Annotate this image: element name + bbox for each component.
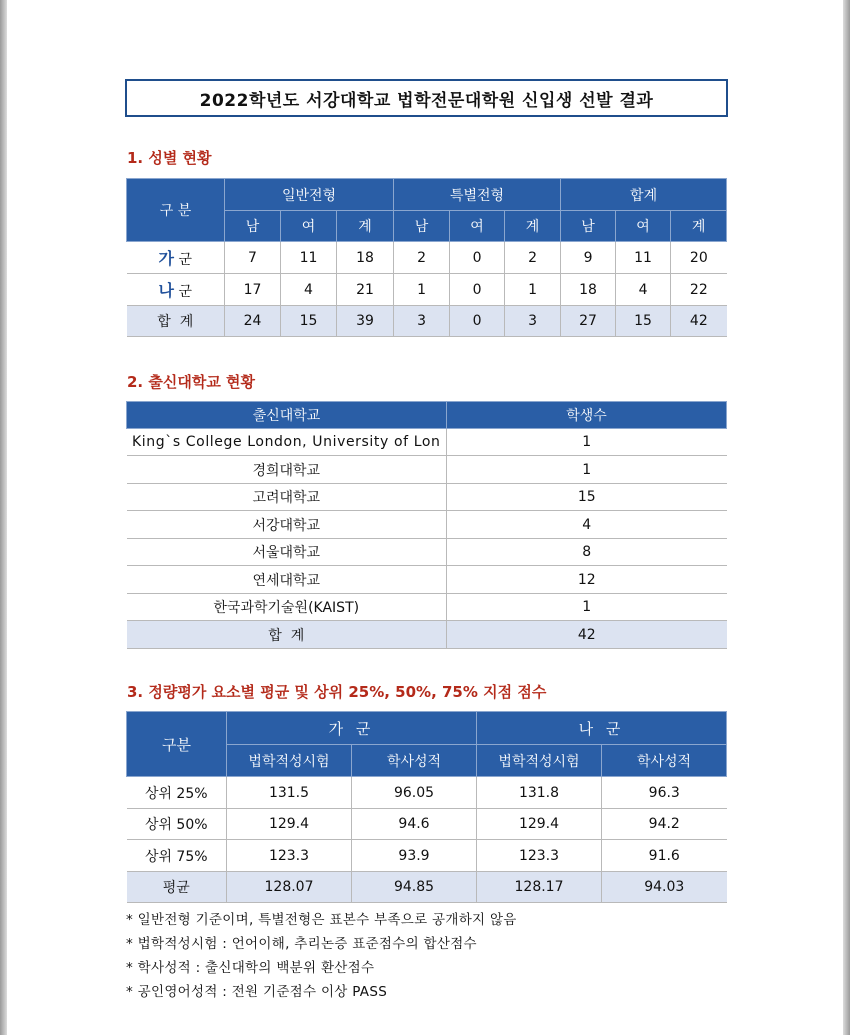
university-table (126, 401, 727, 649)
score-subcol-header: 법학적성시험 (227, 745, 352, 777)
table-cell: 4 (616, 274, 671, 306)
row-label: 상위 50% (127, 809, 227, 840)
table-cell: 1 (394, 274, 450, 306)
total-row (127, 621, 727, 649)
table-cell: 91.6 (602, 840, 727, 872)
table-cell: 24 (225, 306, 281, 337)
footnote: * 일반전형 기준이며, 특별전형은 표본수 부족으로 공개하지 않음 (126, 912, 517, 928)
table-cell: 4 (281, 274, 337, 306)
table-cell: 131.8 (477, 777, 602, 809)
footnotes (126, 908, 517, 1004)
total-row (127, 872, 727, 903)
gender-subcol-header: 여 (450, 211, 505, 242)
school-name: 고려대학교 (127, 484, 447, 511)
table-cell: 9 (561, 242, 616, 274)
total-label: 합 계 (127, 621, 447, 649)
gender-subcol-header: 계 (337, 211, 394, 242)
table-cell: 0 (450, 242, 505, 274)
gender-subcol-header: 계 (505, 211, 561, 242)
table-cell: 94.85 (352, 872, 477, 903)
section3-heading: 3. 정량평가 요소별 평균 및 상위 25%, 50%, 75% 지점 점수 (127, 683, 547, 701)
row-label: 상위 75% (127, 840, 227, 872)
row-label: 상위 25% (127, 777, 227, 809)
student-count: 4 (447, 511, 727, 539)
group-suffix: 군 (178, 284, 192, 300)
gender-subcol-header: 계 (671, 211, 727, 242)
table-cell: 7 (225, 242, 281, 274)
table-row (127, 456, 727, 484)
footnote: * 공인영어성적 : 전원 기준점수 이상 PASS (126, 984, 388, 1000)
table-cell: 18 (561, 274, 616, 306)
school-name: 서강대학교 (127, 511, 447, 539)
gender-group-header: 특별전형 (394, 179, 561, 211)
gender-group-header: 합계 (561, 179, 727, 211)
table-cell: 128.07 (227, 872, 352, 903)
section2-heading: 2. 출신대학교 현황 (127, 373, 256, 391)
table-cell: 18 (337, 242, 394, 274)
table-cell: 2 (505, 242, 561, 274)
table-cell: 22 (671, 274, 727, 306)
document-title (125, 79, 728, 117)
school-name: 서울대학교 (127, 539, 447, 566)
score-subcol-header: 학사성적 (602, 745, 727, 777)
score-subcol-header: 법학적성시험 (477, 745, 602, 777)
school-name: 연세대학교 (127, 566, 447, 594)
table-cell: 96.05 (352, 777, 477, 809)
score-subcol-header: 학사성적 (352, 745, 477, 777)
table-cell: 94.2 (602, 809, 727, 840)
school-name: 한국과학기술원(KAIST) (127, 594, 447, 621)
table-cell: 11 (281, 242, 337, 274)
table-row (127, 429, 727, 456)
school-name: 경희대학교 (127, 456, 447, 484)
table-row (127, 777, 727, 809)
footnote: * 학사성적 : 출신대학의 백분위 환산점수 (126, 960, 375, 976)
table-row (127, 566, 727, 594)
table-cell: 123.3 (477, 840, 602, 872)
total-label: 합 계 (127, 306, 225, 337)
student-count: 1 (447, 429, 727, 456)
table-cell: 11 (616, 242, 671, 274)
gender-subcol-header: 남 (561, 211, 616, 242)
score-group-header: 가 군 (227, 712, 477, 745)
total-row (127, 306, 727, 337)
table-cell: 1 (505, 274, 561, 306)
document-title-text: 2022학년도 서강대학교 법학전문대학원 신입생 선발 결과 (199, 90, 654, 111)
table-cell: 20 (671, 242, 727, 274)
score-table-corner: 구분 (127, 712, 227, 777)
table-cell: 128.17 (477, 872, 602, 903)
page-edge-left (0, 0, 7, 1035)
section1-heading: 1. 성별 현황 (127, 149, 212, 167)
table-cell: 131.5 (227, 777, 352, 809)
count-col-header: 학생수 (447, 402, 727, 429)
table-cell: 93.9 (352, 840, 477, 872)
total-label: 평균 (127, 872, 227, 903)
table-cell: 3 (505, 306, 561, 337)
table-row (127, 809, 727, 840)
table-cell: 17 (225, 274, 281, 306)
table-cell: 0 (450, 274, 505, 306)
gender-subcol-header: 여 (281, 211, 337, 242)
table-cell: 123.3 (227, 840, 352, 872)
table-cell: 39 (337, 306, 394, 337)
table-row (127, 242, 727, 274)
group-suffix: 군 (178, 252, 192, 268)
table-cell: 129.4 (477, 809, 602, 840)
table-cell: 15 (616, 306, 671, 337)
table-cell: 94.03 (602, 872, 727, 903)
page-edge-right (843, 0, 850, 1035)
gender-subcol-header: 여 (616, 211, 671, 242)
table-row (127, 594, 727, 621)
student-count: 12 (447, 566, 727, 594)
table-cell: 94.6 (352, 809, 477, 840)
table-cell: 27 (561, 306, 616, 337)
table-cell: 2 (394, 242, 450, 274)
table-row (127, 484, 727, 511)
school-name: King`s College London, University of Lon (127, 429, 447, 456)
table-row (127, 539, 727, 566)
student-count: 15 (447, 484, 727, 511)
gender-subcol-header: 남 (394, 211, 450, 242)
table-cell: 96.3 (602, 777, 727, 809)
total-count: 42 (447, 621, 727, 649)
university-col-header: 출신대학교 (127, 402, 447, 429)
row-label (127, 274, 225, 306)
group-mark: 나 (158, 281, 174, 300)
table-row (127, 274, 727, 306)
table-cell: 21 (337, 274, 394, 306)
gender-table (126, 178, 727, 337)
footnote: * 법학적성시험 : 언어이해, 추리논증 표준점수의 합산점수 (126, 936, 477, 952)
gender-group-header: 일반전형 (225, 179, 394, 211)
table-row (127, 840, 727, 872)
table-row (127, 511, 727, 539)
table-cell: 129.4 (227, 809, 352, 840)
group-mark: 가 (158, 249, 174, 268)
gender-table-corner: 구 분 (127, 179, 225, 242)
row-label (127, 242, 225, 274)
student-count: 8 (447, 539, 727, 566)
score-group-header: 나 군 (477, 712, 727, 745)
student-count: 1 (447, 456, 727, 484)
gender-subcol-header: 남 (225, 211, 281, 242)
table-cell: 3 (394, 306, 450, 337)
table-cell: 0 (450, 306, 505, 337)
table-cell: 15 (281, 306, 337, 337)
score-table (126, 711, 727, 903)
student-count: 1 (447, 594, 727, 621)
table-cell: 42 (671, 306, 727, 337)
